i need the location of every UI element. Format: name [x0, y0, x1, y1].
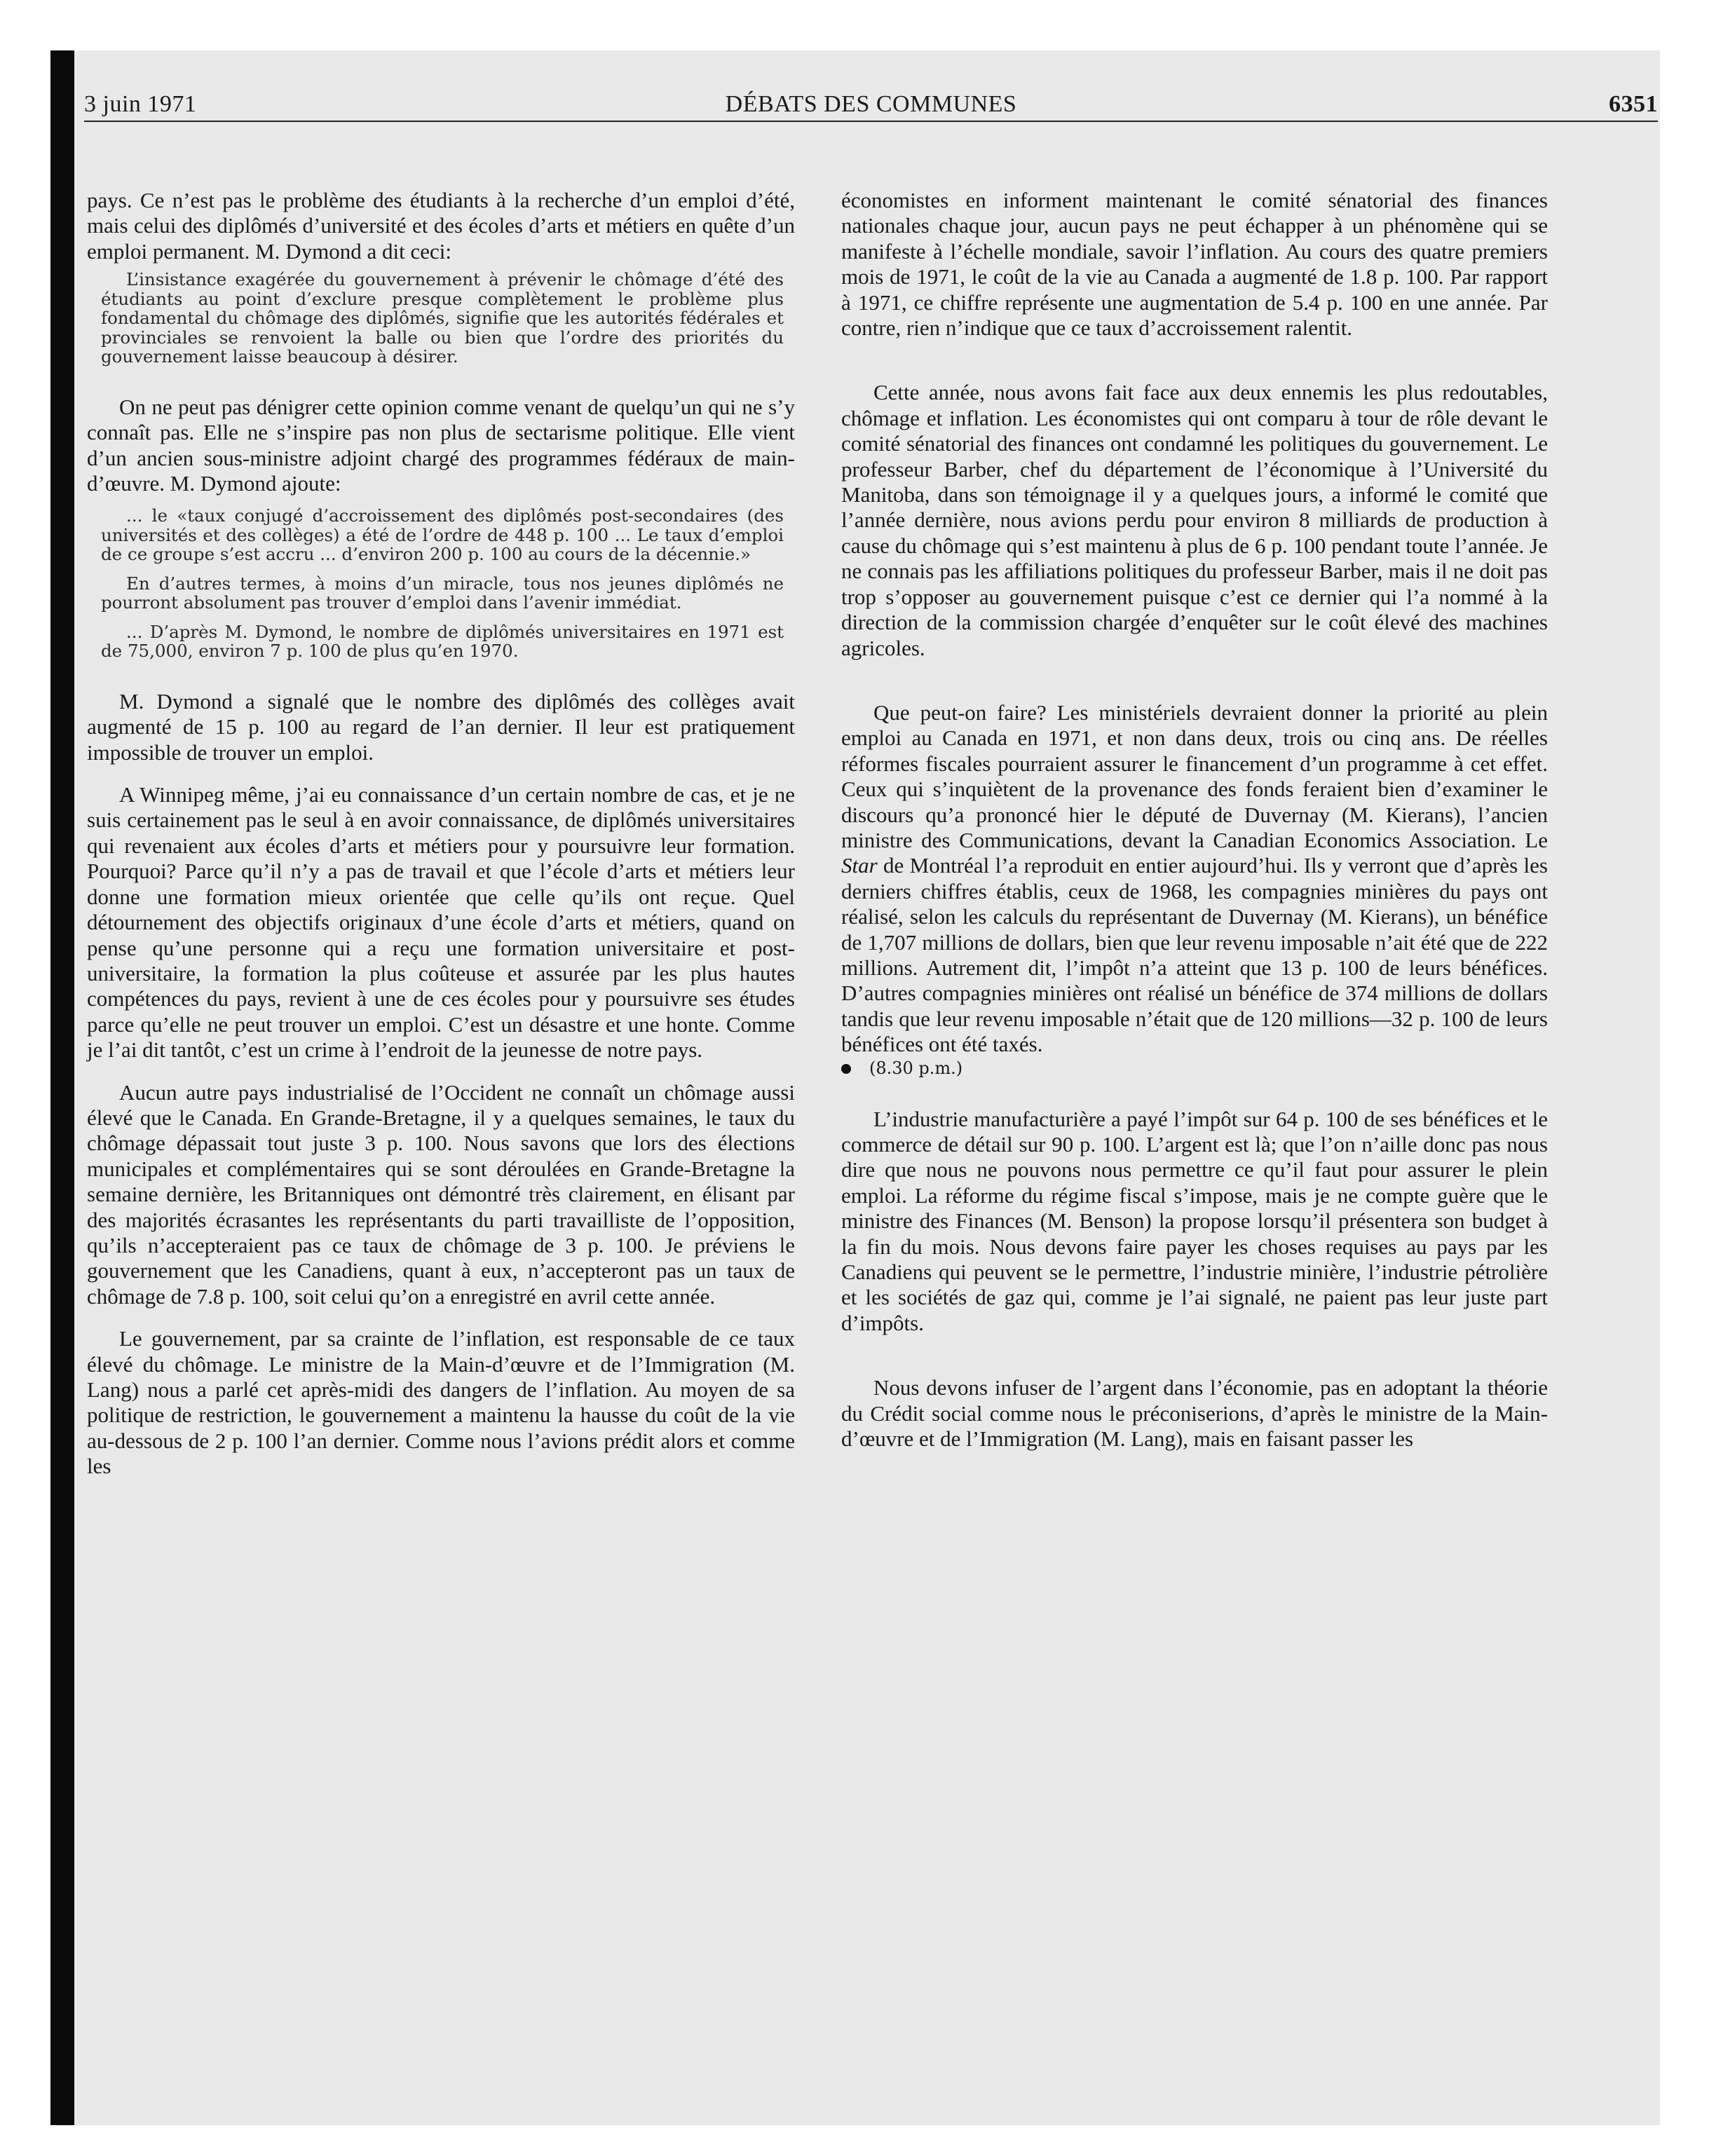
block-quote: En d’autres termes, à moins d’un miracle, tous nos jeunes diplômés ne pourront absolument pas trouver d’emploi dans l’avenir immédiat. — [101, 573, 784, 613]
time-marker — [841, 1058, 1548, 1079]
right-column — [841, 188, 1548, 1452]
paragraph: On ne peut pas dénigrer cette opinion comme venant de quelqu’un qui ne s’y connaît pas. Elle ne s’inspire pas non plus de sectarisme politique. Elle vient d’un ancien sous-ministre adjoint chargé des programmes fédéraux de main-d’œuvre. M. Dymond ajoute: — [87, 394, 795, 496]
left-column — [87, 188, 795, 1480]
paragraph: Aucun autre pays industrialisé de l’Occident ne connaît un chômage aussi élevé que le Canada. En Grande-Bretagne, il y a quelques semaines, le taux du chômage dépassait tout juste 3 p. 100. Nous savons que lors des élections municipales et complémentaires qui se sont déroulées en Grande-Bretagne la semaine dernière, les Britanniques ont démontré très clairement, en élisant par des majorités écrasantes les représentants du parti travailliste de l’opposition, qu’ils n’accepteraient pas ce taux de chômage de 3 p. 100. Je préviens le gouvernement que les Canadiens, quant à eux, n’accepteront pas un taux de chômage de 7.8 p. 100, soit celui qu’on a enregistré en avril cette année. — [87, 1079, 795, 1309]
time-marker-text: (8.30 p.m.) — [869, 1058, 963, 1078]
paragraph — [841, 700, 1548, 1058]
header-page-number: 6351 — [1609, 91, 1658, 117]
block-quote: ... le «taux conjugé d’accroissement des diplômés post-secondaires (des universités et des collèges) a été de l’ordre de 448 p. 100 ... Le taux d’emploi de ce groupe s’est accru ... d’environ 200 p. 100 au cours de la décennie.» — [101, 505, 784, 565]
block-quote: L’insistance exagérée du gouvernement à prévenir le chômage d’été des étudiants au point d’exclure presque complètement le problème plus fondamental du chômage des diplômés, signifie que les autorités fédérales et provinciales se renvoient la balle ou bien que l’ordre des priorités du gouvernement laisse beaucoup à désirer. — [101, 269, 784, 367]
paragraph-text: Que peut-on faire? Les ministériels devraient donner la priorité au plein emploi au Canada en 1971, et non dans deux, trois ou cinq ans. De réelles réformes fiscales pourraient assurer le financement d’un programme à cet effet. Ceux qui s’inquiètent de la provenance des fonds feraient bien d’examiner le discours qu’a prononcé hier le député de Duvernay (M. Kierans), l’ancien ministre des Communications, devant la Canadian Economics Association. Le — [841, 700, 1548, 852]
paragraph: L’industrie manufacturière a payé l’impôt sur 64 p. 100 de ses bénéfices et le commerce de détail sur 90 p. 100. L’argent est là; que l’on n’aille donc pas nous dire que nous ne pouvons nous permettre ce qu’il faut pour assurer le plein emploi. La réforme du régime fiscal s’impose, mais je ne compte guère que le ministre des Finances (M. Benson) la propose lorsqu’il présentera son budget à la fin du mois. Nous devons faire payer les choses requises au pays par les Canadiens qui peuvent se le permettre, l’industrie minière, l’industrie pétrolière et les sociétés de gaz qui, comme je l’ai signalé, ne paient pas leur juste part d’impôts. — [841, 1106, 1548, 1335]
bullet-icon — [841, 1064, 851, 1074]
newspaper-name: Star — [841, 853, 878, 878]
paragraph: M. Dymond a signalé que le nombre des diplômés des collèges avait augmenté de 15 p. 100 au regard de l’an dernier. Il leur est pratiquement impossible de trouver un emploi. — [87, 688, 795, 765]
header-date: 3 juin 1971 — [84, 91, 197, 117]
header-title: DÉBATS DES COMMUNES — [725, 91, 1017, 117]
scan-edge-bar — [50, 50, 74, 2125]
paragraph-text: de Montréal l’a reproduit en entier aujourd’hui. Ils y verront que d’après les derniers chiffres établis, ceux de 1968, les compagnies minières du pays ont réalisé, selon les calculs du représentant de Duvernay (M. Kierans), un bénéfice de 1,707 millions de dollars, bien que leur revenu imposable n’ait été que de 222 millions. Autrement dit, l’impôt n’a atteint que 13 p. 100 de leurs bénéfices. D’autres compagnies minières ont réalisé un bénéfice de 374 millions de dollars tandis que leur revenu imposable n’était que de 120 millions—32 p. 100 de leurs bénéfices ont été taxés. — [841, 853, 1548, 1057]
block-quote: ... D’après M. Dymond, le nombre de diplômés universitaires en 1971 est de 75,000, environ 7 p. 100 de plus qu’en 1970. — [101, 621, 784, 662]
paragraph: pays. Ce n’est pas le problème des étudiants à la recherche d’un emploi d’été, mais celui des diplômés d’université et des écoles d’arts et métiers en quête d’un emploi permanent. M. Dymond a dit ceci: — [87, 188, 795, 264]
paragraph: Le gouvernement, par sa crainte de l’inflation, est responsable de ce taux élevé du chômage. Le ministre de la Main-d’œuvre et de l’Immigration (M. Lang) nous a parlé cet après-midi des dangers de l’inflation. Au moyen de sa politique de restriction, le gouvernement a maintenu la hausse du coût de la vie au-dessous de 2 p. 100 l’an dernier. Comme nous l’avions prédit alors et comme les — [87, 1326, 795, 1479]
paragraph: Cette année, nous avons fait face aux deux ennemis les plus redoutables, chômage et inflation. Les économistes qui ont comparu à tour de rôle devant le comité sénatorial des finances ont condamné les politiques du gouvernement. Le professeur Barber, chef du département de l’économique à l’Université du Manitoba, dans son témoignage il y a quelques jours, a informé le comité que l’année dernière, nous avions perdu pour environ 8 milliards de production à cause du chômage qui s’est maintenu à plus de 6 p. 100 pendant toute l’année. Je ne connais pas les affiliations politiques du professeur Barber, mais il ne doit pas trop s’opposer au gouvernement puisque c’est ce dernier qui l’a nommé à la direction de la commission chargée d’enquêter sur le coût élevé des machines agricoles. — [841, 380, 1548, 660]
paragraph: A Winnipeg même, j’ai eu connaissance d’un certain nombre de cas, et je ne suis certainement pas le seul à en avoir connaissance, de diplômés universitaires qui revenaient aux écoles d’arts et métiers pour y poursuivre leur formation. Pourquoi? Parce qu’il n’y a pas de travail et que l’école d’arts et métiers leur donne une formation mieux orientée que celle qu’ils ont reçue. Quel détournement des objectifs originaux d’une école d’arts et métiers, quand on pense qu’une personne qui a reçu une formation universitaire et post-universitaire, la formation la plus coûteuse et assurée par les plus hautes compétences du pays, revient à une de ces écoles pour y poursuivre ses études parce qu’elle ne peut trouver un emploi. C’est un désastre et une honte. Comme je l’ai dit tantôt, c’est un crime à l’endroit de la jeunesse de notre pays. — [87, 782, 795, 1063]
paragraph: Nous devons infuser de l’argent dans l’économie, pas en adoptant la théorie du Crédit social comme nous le préconiserions, d’après le ministre de la Main-d’œuvre et de l’Immigration (M. Lang), mais en faisant passer les — [841, 1375, 1548, 1452]
paragraph: économistes en informent maintenant le comité sénatorial des finances nationales chaque jour, aucun pays ne peut échapper à un phénomène qui se manifeste à l’échelle mondiale, savoir l’inflation. Au cours des quatre premiers mois de 1971, le coût de la vie au Canada a augmenté de 1.8 p. 100. Par rapport à 1971, ce chiffre représente une augmentation de 5.4 p. 100 en une année. Par contre, rien n’indique que ce taux d’accroissement ralentit. — [841, 188, 1548, 341]
page-header — [84, 90, 1658, 122]
